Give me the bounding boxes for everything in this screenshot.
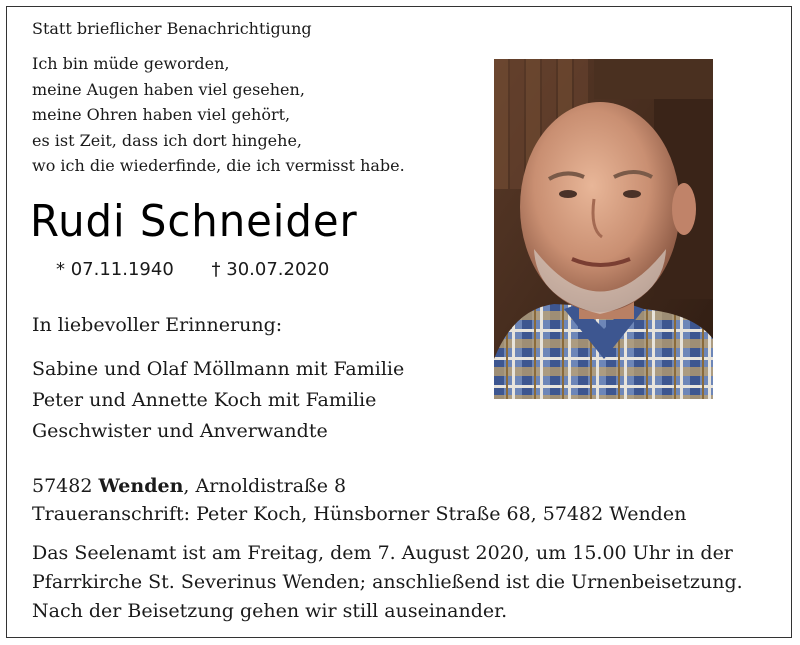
- deceased-name: Rudi Schneider: [30, 196, 358, 247]
- poem-line: es ist Zeit, dass ich dort hingehe,: [32, 130, 303, 150]
- birth-date: * 07.11.1940: [56, 259, 174, 280]
- residence-street: , Arnoldistraße 8: [183, 475, 347, 497]
- service-line: Pfarrkirche St. Severinus Wenden; anschließend ist die Urnenbeisetzung.: [32, 571, 743, 593]
- poem-line: meine Ohren haben viel gehört,: [32, 105, 291, 124]
- death-date: † 30.07.2020: [211, 259, 330, 280]
- service-line: Das Seelenamt ist am Freitag, dem 7. August 2020, um 15.00 Uhr in der: [32, 542, 733, 564]
- service-line: Nach der Beisetzung gehen wir still auseinander.: [32, 600, 508, 622]
- mourning-address: Traueranschrift: Peter Koch, Hünsborner Straße 68, 57482 Wenden: [32, 503, 687, 525]
- poem-line: meine Augen haben viel gesehen,: [32, 79, 305, 99]
- poem-line: wo ich die wiederfinde, die ich vermisst habe.: [32, 156, 405, 175]
- portrait-illustration: [494, 59, 713, 399]
- mourners-list: [32, 354, 404, 447]
- remembrance-intro: In liebevoller Erinnerung:: [32, 314, 283, 336]
- residence-zip: 57482: [32, 475, 93, 497]
- residence-address: [32, 472, 686, 500]
- mourner-line: Peter und Annette Koch mit Familie: [32, 389, 377, 411]
- mourner-line: Geschwister und Anverwandte: [32, 420, 328, 442]
- mourner-line: Sabine und Olaf Möllmann mit Familie: [32, 358, 405, 380]
- residence-city: Wenden: [98, 475, 184, 497]
- notice-header: Statt brieflicher Benachrichtigung: [32, 19, 312, 38]
- poem-line: Ich bin müde geworden,: [32, 54, 230, 73]
- service-info: [32, 539, 743, 626]
- life-dates: [56, 259, 329, 280]
- portrait-photo: [494, 59, 713, 399]
- poem: [32, 51, 405, 179]
- address-block: [32, 472, 686, 528]
